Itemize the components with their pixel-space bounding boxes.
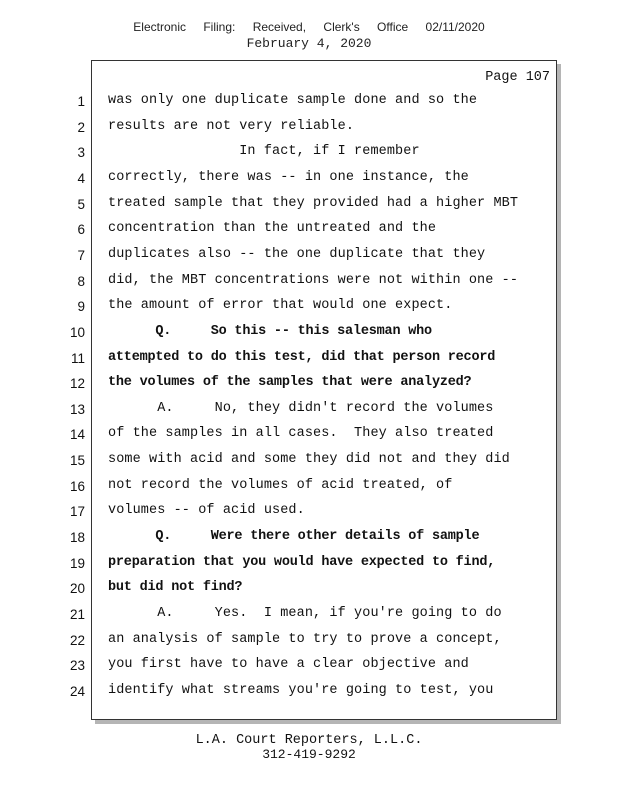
line-number: 20 xyxy=(69,581,85,597)
line-number: 13 xyxy=(69,401,85,417)
filing-stamp xyxy=(0,20,618,34)
line-number: 19 xyxy=(69,555,85,571)
transcript-line xyxy=(0,682,618,706)
reporter-company: L.A. Court Reporters, L.L.C. xyxy=(195,733,423,748)
line-number: 24 xyxy=(69,683,85,699)
line-number: 18 xyxy=(69,530,85,546)
line-number: 1 xyxy=(77,94,85,109)
transcript-line xyxy=(0,349,618,373)
filing-word: Clerk's xyxy=(323,20,360,34)
transcript-line xyxy=(0,246,618,270)
line-text: correctly, there was -- in one instance, the xyxy=(108,169,469,185)
line-number: 22 xyxy=(69,632,85,648)
transcript-line xyxy=(0,477,618,501)
line-number: 6 xyxy=(77,222,85,238)
line-text: A. No, they didn't record the volumes xyxy=(108,400,494,416)
reporter-phone: 312-419-9292 xyxy=(262,747,356,762)
transcript-line xyxy=(0,169,618,193)
line-number: 15 xyxy=(69,453,85,469)
line-number: 9 xyxy=(77,299,85,315)
line-text: concentration than the untreated and the xyxy=(108,221,437,237)
page-number: Page 107 xyxy=(485,70,550,85)
filing-word: Filing: xyxy=(203,20,236,34)
transcript-line xyxy=(0,220,618,244)
transcript-line xyxy=(0,554,618,578)
line-number: 5 xyxy=(77,196,85,212)
filing-word: 02/11/2020 xyxy=(425,20,485,34)
transcript-line xyxy=(0,656,618,680)
filing-word: Office xyxy=(377,20,409,34)
filing-word: Electronic xyxy=(133,20,186,34)
line-text: volumes -- of acid used. xyxy=(108,503,305,519)
line-text: identify what streams you're going to test, you xyxy=(108,682,494,698)
transcript-line xyxy=(0,323,618,347)
line-text: results are not very reliable. xyxy=(108,118,355,134)
line-number: 12 xyxy=(69,376,85,392)
transcript-line xyxy=(0,400,618,424)
line-number: 11 xyxy=(70,350,85,366)
line-text: some with acid and some they did not and they did xyxy=(108,452,510,468)
line-text: Q. Were there other details of sample xyxy=(108,529,480,545)
transcript-line xyxy=(0,297,618,321)
line-text: not record the volumes of acid treated, of xyxy=(108,477,453,493)
transcript-line xyxy=(0,631,618,655)
line-text: the volumes of the samples that were analyzed? xyxy=(108,375,472,391)
transcript-line xyxy=(0,579,618,603)
line-text: treated sample that they provided had a higher MBT xyxy=(108,195,519,211)
transcript-line xyxy=(0,195,618,219)
line-number: 4 xyxy=(77,170,85,186)
transcript-line xyxy=(0,143,618,167)
line-text: but did not find? xyxy=(108,580,243,596)
line-number: 14 xyxy=(69,427,85,443)
line-text: did, the MBT concentrations were not within one -- xyxy=(108,272,519,288)
line-number: 2 xyxy=(77,119,85,135)
transcript-line xyxy=(0,374,618,398)
line-text: the amount of error that would one expect. xyxy=(108,298,453,314)
transcript-line xyxy=(0,605,618,629)
transcript-line xyxy=(0,92,618,116)
line-text: preparation that you would have expected to find, xyxy=(108,554,496,570)
transcript-line xyxy=(0,425,618,449)
transcript-line xyxy=(0,272,618,296)
line-text: you first have to have a clear objective and xyxy=(108,657,469,673)
transcript-line xyxy=(0,502,618,526)
line-text: attempted to do this test, did that person record xyxy=(108,349,496,365)
transcript-date: February 4, 2020 xyxy=(246,36,372,51)
line-number: 10 xyxy=(69,324,85,340)
line-number: 21 xyxy=(69,607,85,622)
line-text: was only one duplicate sample done and so the xyxy=(108,93,478,108)
transcript-line xyxy=(0,528,618,552)
line-number: 16 xyxy=(69,478,85,494)
filing-word: Received, xyxy=(252,20,307,34)
line-number: 23 xyxy=(69,658,85,674)
line-text: an analysis of sample to try to prove a concept, xyxy=(108,631,502,647)
line-text: Q. So this -- this salesman who xyxy=(108,323,432,339)
line-text: In fact, if I remember xyxy=(108,144,420,160)
line-number: 7 xyxy=(77,247,85,263)
line-number: 3 xyxy=(77,145,85,161)
line-number: 17 xyxy=(69,504,85,520)
line-text: of the samples in all cases. They also treated xyxy=(108,426,494,442)
line-text: duplicates also -- the one duplicate that they xyxy=(108,246,486,262)
transcript-line xyxy=(0,451,618,475)
line-text: A. Yes. I mean, if you're going to do xyxy=(108,606,502,621)
line-number: 8 xyxy=(77,273,85,289)
transcript-line xyxy=(0,118,618,142)
